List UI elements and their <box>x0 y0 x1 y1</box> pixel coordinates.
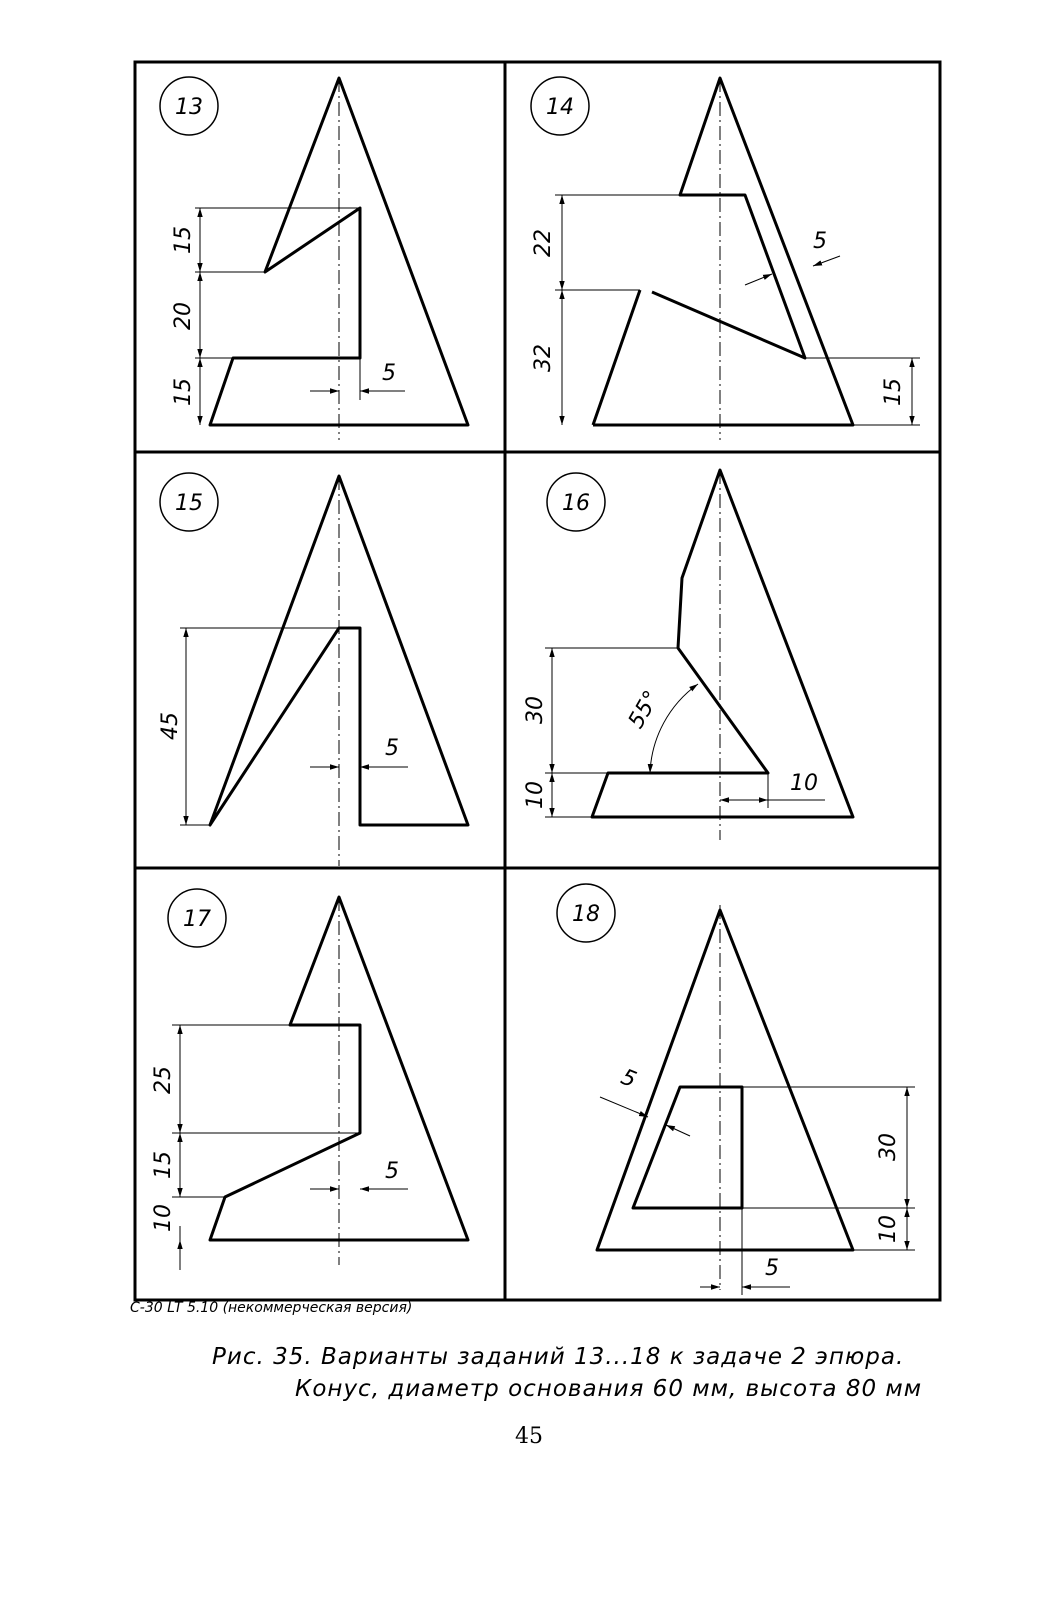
dimension-value: 15 <box>881 378 906 406</box>
dimension-value: 15 <box>151 1151 176 1179</box>
variant-number: 18 <box>572 902 600 927</box>
dimension-lines <box>195 208 405 425</box>
variant-13 <box>160 77 468 440</box>
dimension-value: 10 <box>151 1204 176 1232</box>
variant-number: 15 <box>175 491 203 516</box>
variant-18 <box>557 884 915 1295</box>
dimension-value: 15 <box>171 226 196 254</box>
angle-value: 55° <box>623 686 665 733</box>
dimension-lines <box>545 648 825 817</box>
dimension-value: 5 <box>617 1064 640 1094</box>
variant-number: 13 <box>175 95 203 120</box>
dimension-value: 20 <box>171 302 196 330</box>
dimension-value: 10 <box>523 781 548 809</box>
dimension-value: 5 <box>385 1159 399 1184</box>
dimension-value: 15 <box>171 378 196 406</box>
dimension-value: 10 <box>876 1215 901 1243</box>
dimension-value: 22 <box>531 229 556 257</box>
variant-number: 14 <box>546 95 574 120</box>
variant-14 <box>531 77 920 440</box>
page-number: 45 <box>515 1424 543 1449</box>
variant-17 <box>151 889 468 1270</box>
dimension-value: 5 <box>813 229 827 254</box>
variant-15 <box>158 473 468 866</box>
dimension-lines <box>600 1087 915 1295</box>
dimension-lines <box>555 195 920 425</box>
dimension-value: 10 <box>790 771 818 796</box>
dimension-value: 25 <box>151 1066 176 1094</box>
variant-number: 16 <box>562 491 590 516</box>
dimension-value: 30 <box>876 1133 901 1161</box>
figure-caption-line2: Конус, диаметр основания 60 мм, высота 80 мм <box>295 1376 923 1402</box>
dimension-value: 5 <box>765 1256 779 1281</box>
dimension-value: 5 <box>385 736 399 761</box>
cone-contour <box>592 470 853 817</box>
dimension-value: 32 <box>531 344 556 372</box>
dimension-value: 45 <box>158 712 183 740</box>
dimension-lines <box>180 628 408 825</box>
watermark-text: С-30 LT 5.10 (некоммерческая версия) <box>130 1300 413 1316</box>
dimension-value: 30 <box>523 696 548 724</box>
dimension-value: 5 <box>382 361 396 386</box>
variant-number: 17 <box>183 907 211 932</box>
figure-caption-line1: Рис. 35. Варианты заданий 13...18 к задаче 2 эпюра. <box>212 1344 905 1370</box>
dimension-lines <box>172 1025 408 1270</box>
variant-16 <box>523 470 853 840</box>
